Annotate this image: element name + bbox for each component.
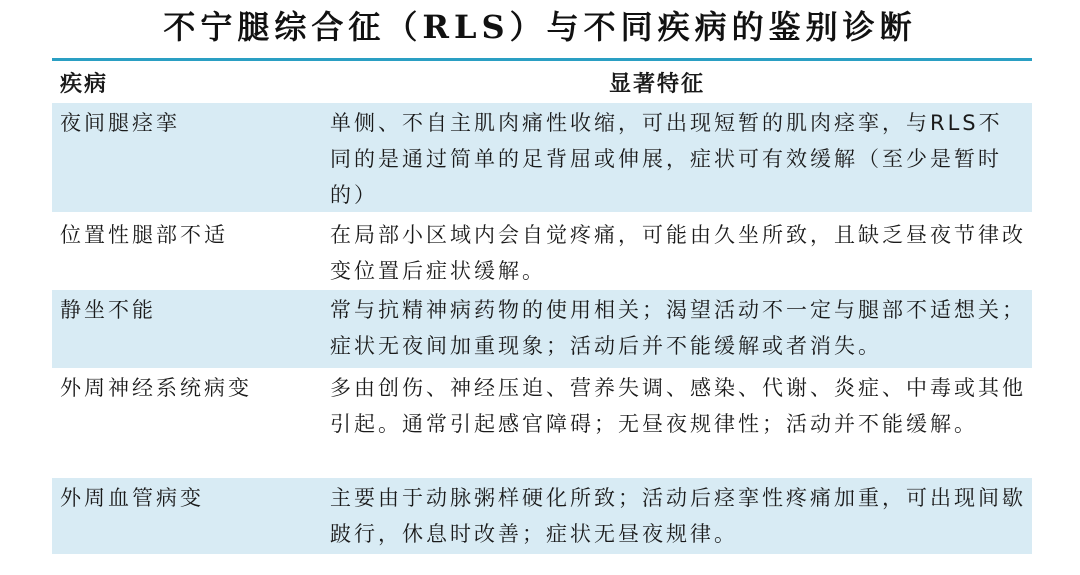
header-features: 显著特征 [608,70,705,97]
features-cell: 在局部小区域内会自觉疼痛，可能由久坐所致，且缺乏昼夜节律改变位置后症状缓解。 [330,223,1026,283]
table-row [52,368,1032,478]
table-row [52,103,1032,212]
disease-cell: 外周神经系统病变 [60,376,252,400]
disease-cell: 夜间腿痉挛 [60,111,180,135]
disease-cell: 位置性腿部不适 [60,223,228,247]
header-disease: 疾病 [60,70,109,97]
table-header [52,61,1032,103]
disease-cell: 静坐不能 [60,298,156,322]
table-row [52,290,1032,368]
page-title: 不宁腿综合征（RLS）与不同疾病的鉴别诊断 [163,8,917,46]
disease-cell: 外周血管病变 [60,486,204,510]
table-row [52,215,1032,290]
features-cell: 常与抗精神病药物的使用相关；渴望活动不一定与腿部不适想关；症状无夜间加重现象；活动后并不能缓解或者消失。 [330,298,1026,358]
features-cell: 多由创伤、神经压迫、营养失调、感染、代谢、炎症、中毒或其他引起。通常引起感官障碍；无昼夜规律性；活动并不能缓解。 [330,376,1026,436]
differential-diagnosis-table [52,58,1032,554]
table-row [52,478,1032,554]
features-cell: 单侧、不自主肌肉痛性收缩，可出现短暂的肌肉痉挛，与RLS不同的是通过简单的足背屈或伸展，症状可有效缓解（至少是暂时的） [330,111,1003,207]
features-cell: 主要由于动脉粥样硬化所致；活动后痉挛性疼痛加重，可出现间歇跛行，休息时改善；症状无昼夜规律。 [330,486,1026,546]
